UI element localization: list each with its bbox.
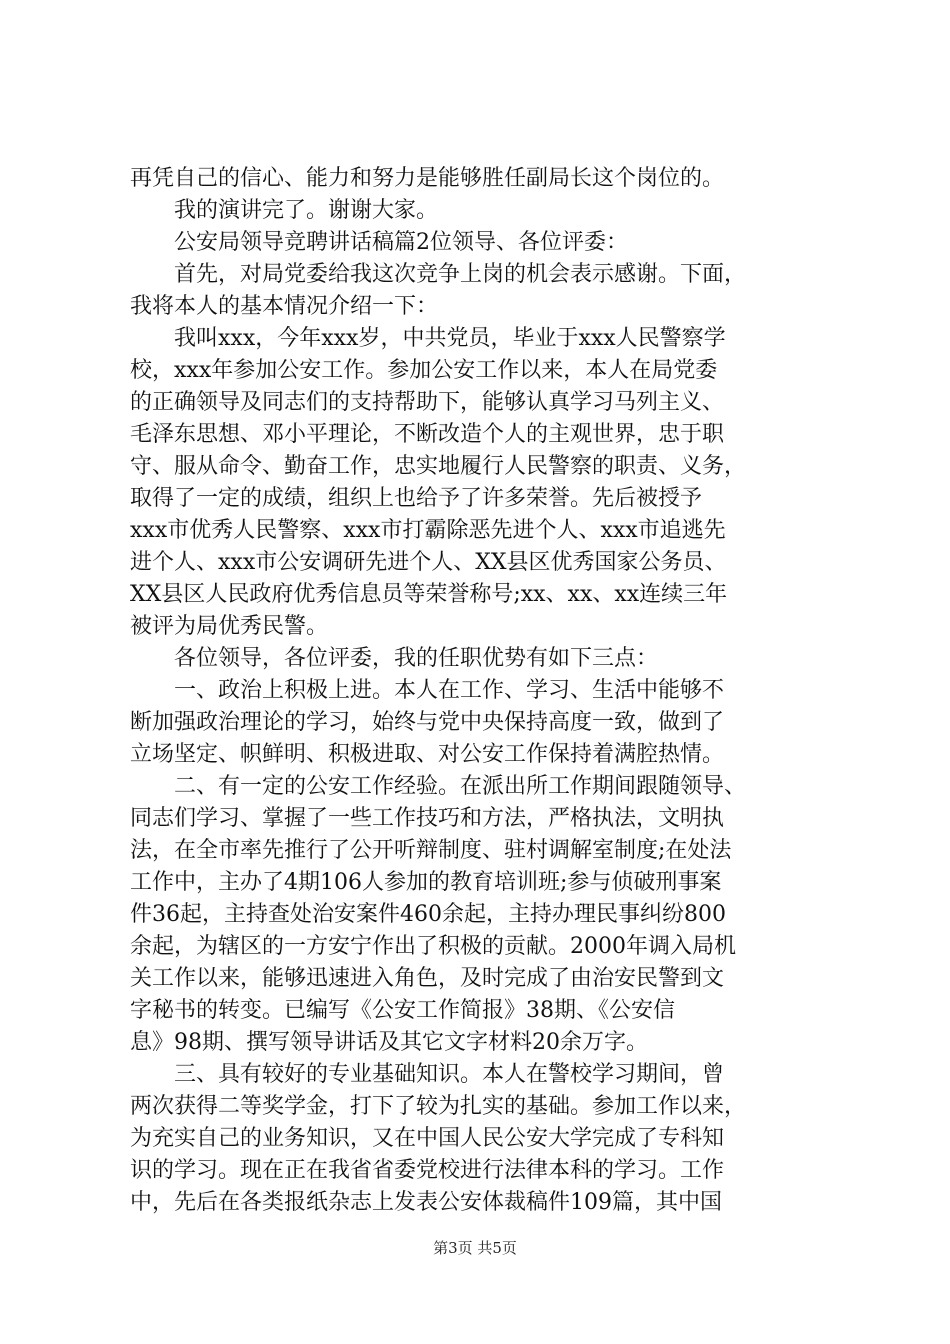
page-footer: 第3页 共5页 xyxy=(433,1239,517,1257)
text-line: 息》98期、撰写领导讲话及其它文字材料20余万字。 xyxy=(130,1030,648,1055)
text-line: 公安局领导竞聘讲话稿篇2位领导、各位评委： xyxy=(174,230,628,255)
text-line: 进个人、xxx市公安调研先进个人、XX县区优秀国家公务员、 xyxy=(130,550,727,575)
text-line: 二、有一定的公安工作经验。在派出所工作期间跟随领导、 xyxy=(174,774,747,799)
text-line: 的正确领导及同志们的支持帮助下，能够认真学习马列主义、 xyxy=(130,390,725,415)
text-line: xxx市优秀人民警察、xxx市打霸除恶先进个人、xxx市追逃先 xyxy=(130,518,726,543)
text-line: 三、具有较好的专业基础知识。本人在警校学习期间，曾 xyxy=(174,1062,725,1087)
text-line: 同志们学习、掌握了一些工作技巧和方法，严格执法，文明执 xyxy=(130,806,725,831)
text-line: 我叫xxx，今年xxx岁，中共党员，毕业于xxx人民警察学 xyxy=(174,326,726,351)
text-line: 我的演讲完了。谢谢大家。 xyxy=(174,198,439,223)
text-line: 工作中，主办了4期106人参加的教育培训班;参与侦破刑事案 xyxy=(130,870,722,895)
text-line: 法，在全市率先推行了公开听辩制度、驻村调解室制度;在处法 xyxy=(130,838,732,863)
text-line: 被评为局优秀民警。 xyxy=(130,614,329,639)
text-line: 余起，为辖区的一方安宁作出了积极的贡献。2000年调入局机 xyxy=(130,934,736,959)
text-line: 识的学习。现在正在我省省委党校进行法律本科的学习。工作 xyxy=(130,1158,725,1183)
text-line: 中，先后在各类报纸杂志上发表公安体裁稿件109篇，其中国 xyxy=(130,1190,722,1215)
text-line: 立场坚定、帜鲜明、积极进取、对公安工作保持着满腔热情。 xyxy=(130,742,725,767)
text-line: 字秘书的转变。已编写《公安工作简报》38期、《公安信 xyxy=(130,998,675,1023)
text-line: 断加强政治理论的学习，始终与党中央保持高度一致，做到了 xyxy=(130,710,725,735)
text-line: 校，xxx年参加公安工作。参加公安工作以来，本人在局党委 xyxy=(130,358,718,383)
text-line: 各位领导，各位评委，我的任职优势有如下三点： xyxy=(174,646,659,671)
text-line: 取得了一定的成绩，组织上也给予了许多荣誉。先后被授予 xyxy=(130,486,703,511)
text-line: 两次获得二等奖学金，打下了较为扎实的基础。参加工作以来， xyxy=(130,1094,747,1119)
text-line: 再凭自己的信心、能力和努力是能够胜任副局长这个岗位的。 xyxy=(130,166,725,191)
text-line: 毛泽东思想、邓小平理论，不断改造个人的主观世界，忠于职 xyxy=(130,422,725,447)
text-line: 首先，对局党委给我这次竞争上岗的机会表示感谢。下面， xyxy=(174,262,747,287)
text-line: 关工作以来，能够迅速进入角色，及时完成了由治安民警到文 xyxy=(130,966,725,991)
text-line: 我将本人的基本情况介绍一下： xyxy=(130,294,439,319)
text-line: 为充实自己的业务知识，又在中国人民公安大学完成了专科知 xyxy=(130,1126,725,1151)
text-line: 守、服从命令、勤奋工作，忠实地履行人民警察的职责、义务， xyxy=(130,454,747,479)
document-body xyxy=(130,163,830,1219)
text-line: XX县区人民政府优秀信息员等荣誉称号;xx、xx、xx连续三年 xyxy=(130,582,728,607)
text-line: 一、政治上积极上进。本人在工作、学习、生活中能够不 xyxy=(174,678,725,703)
text-line: 件36起，主持查处治安案件460余起，主持办理民事纠纷800 xyxy=(130,902,726,927)
